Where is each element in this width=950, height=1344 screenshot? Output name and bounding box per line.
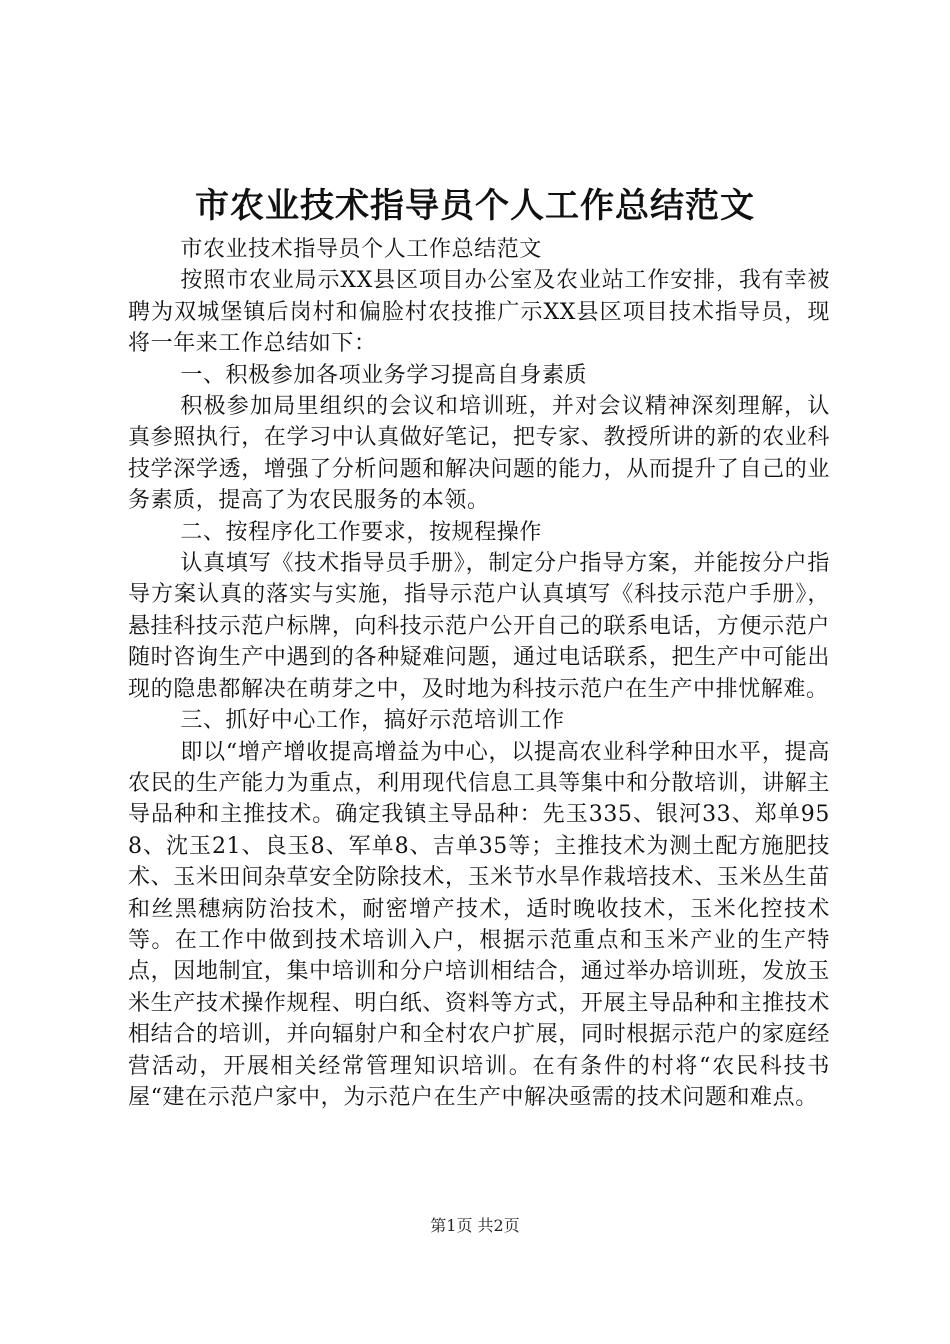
- section-heading-1: 一、积极参加各项业务学习提高自身素质: [180, 362, 588, 388]
- section-heading-2: 二、按程序化工作要求，按规程操作: [180, 519, 542, 545]
- page-footer: 第1页 共2页: [430, 1216, 520, 1235]
- paragraph-subtitle: 市农业技术指导员个人工作总结范文: [180, 237, 542, 262]
- paragraph-section-2: 认真填写《技术指导员手册》，制定分户指导方案，并能按分户指导方案认真的落实与实施，指导示范户认真填写《科技示范户手册》，悬挂科技示范户标牌，向科技示范户公开自己的联系电话，方便示范户随时咨询生产中遇到的各种疑难问题，通过电话联系，把生产中可能出现的隐患都解决在萌芽之中，及时地为科技示范户在生产中排忧解难。: [128, 551, 830, 702]
- document-title: 市农业技术指导员个人工作总结范文: [195, 186, 755, 226]
- document-body: [128, 234, 830, 1113]
- paragraph-section-3: 即以“增产增收提高增益为中心，以提高农业科学种田水平，提高农民的生产能力为重点，利用现代信息工具等集中和分散培训，讲解主导品种和主推技术。确定我镇主导品种：先玉335、银河33、郑单958、沈玉21、良玉8、军单8、吉单35等；主推技术为测土配方施肥技术、玉米田间杂草安全防除技术，玉米节水旱作栽培技术、玉米丛生苗和丝黑穗病防治技术，耐密增产技术，适时晚收技术，玉米化控技术等。在工作中做到技术培训入户，根据示范重点和玉米产业的生产特点，因地制宜，集中培训和分户培训相结合，通过举办培训班，发放玉米生产技术操作规程、明白纸、资料等方式，开展主导品种和主推技术相结合的培训，并向辐射户和全村农户扩展，同时根据示范户的家庭经营活动，开展相关经常管理知识培训。在有条件的村将“农民科技书屋“建在示范户家中，为示范户在生产中解决亟需的技术问题和难点。: [128, 739, 830, 1110]
- paragraph-section-1: 积极参加局里组织的会议和培训班，并对会议精神深刻理解，认真参照执行，在学习中认真做好笔记，把专家、教授所讲的新的农业科技学深学透，增强了分析问题和解决问题的能力，从而提升了自己的业务素质，提高了为农民服务的本领。: [128, 394, 830, 514]
- section-heading-3: 三、抓好中心工作，搞好示范培训工作: [180, 708, 565, 734]
- paragraph-intro: 按照市农业局示XX县区项目办公室及农业站工作安排，我有幸被聘为双城堡镇后岗村和偏脸村农技推广示XX县区项目技术指导员，现将一年来工作总结如下：: [128, 268, 830, 357]
